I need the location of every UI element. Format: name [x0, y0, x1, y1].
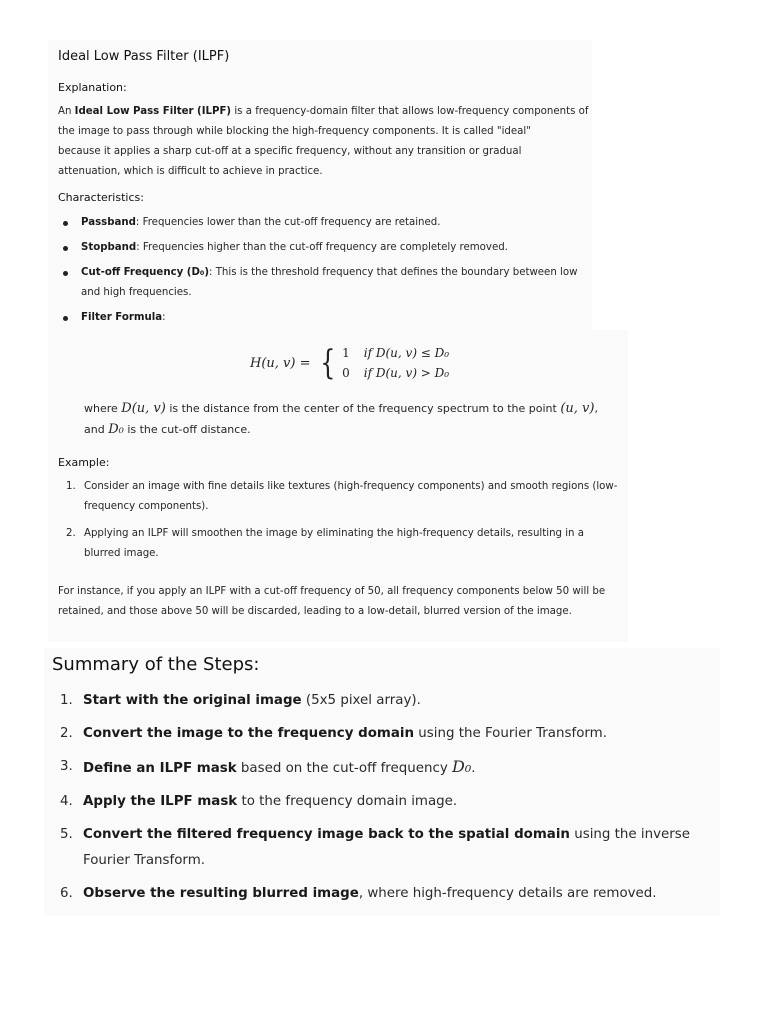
step-bold: Observe the resulting blurred image — [83, 886, 359, 901]
explanation-line-2: the image to pass through while blocking the high-frequency components. It is called "ideal" — [58, 126, 531, 137]
summary-title: Summary of the Steps: — [52, 654, 260, 675]
formula-case-1-condition: if D(u, v) ≤ D₀ — [363, 346, 450, 360]
step-number: 4. — [60, 794, 73, 809]
example-heading: Example: — [58, 456, 110, 469]
explanation-line-4: attenuation, which is difficult to achieve in practice. — [58, 166, 323, 177]
where-text-4: and — [84, 423, 109, 436]
step-text: using the inverse Fourier Transform. — [83, 827, 690, 868]
step-item — [60, 754, 725, 782]
where-text-1: where — [84, 402, 122, 415]
characteristic-item — [58, 238, 588, 258]
characteristic-term: Stopband — [81, 242, 137, 253]
characteristic-term: Filter Formula — [81, 312, 163, 323]
step-item — [60, 721, 725, 747]
step-number: 3. — [60, 759, 73, 774]
formula-case-2-condition: if D(u, v) > D₀ — [363, 366, 450, 380]
characteristics-list — [58, 213, 588, 333]
step-text: based on the cut-off frequency — [236, 761, 453, 776]
where-math-uv: (u, v) — [560, 401, 595, 416]
step-item — [60, 789, 725, 815]
characteristic-item — [58, 263, 588, 303]
explanation-heading: Explanation: — [58, 81, 127, 94]
formula-case-1-value: 1 — [342, 346, 350, 360]
explanation-term: Ideal Low Pass Filter (ILPF) — [74, 106, 232, 117]
formula-case-2 — [342, 363, 449, 383]
formula-explanation — [84, 398, 624, 440]
step-math: D₀ — [452, 757, 472, 776]
characteristic-term: Cut-off Frequency (D₀) — [81, 267, 210, 278]
example-text: Consider an image with fine details like textures (high-frequency components) and smooth regions (low-frequency components). — [84, 481, 618, 512]
where-text-2: is the distance from the center of the frequency spectrum to the point — [165, 402, 561, 415]
example-text: Applying an ILPF will smoothen the image by eliminating the high-frequency details, resulting in a blurred image. — [84, 528, 584, 559]
characteristic-desc: : This is the threshold frequency that defines the boundary between low and high frequencies. — [81, 267, 578, 298]
where-text-5: is the cut-off distance. — [123, 423, 251, 436]
example-item — [60, 524, 620, 564]
example-number: 2. — [66, 528, 76, 539]
step-item — [60, 688, 725, 714]
ilpf-title: Ideal Low Pass Filter (ILPF) — [58, 49, 230, 64]
example-number: 1. — [66, 481, 76, 492]
step-bold: Start with the original image — [83, 693, 302, 708]
step-text: to the frequency domain image. — [237, 794, 458, 809]
step-item — [60, 881, 725, 907]
where-math-d0: D₀ — [108, 422, 124, 437]
explanation-paragraph — [58, 102, 598, 182]
step-bold: Define an ILPF mask — [83, 761, 237, 776]
step-text: using the Fourier Transform. — [414, 726, 607, 741]
formula-lhs: H(u, v) = — [250, 355, 311, 371]
characteristic-item — [58, 308, 588, 328]
characteristic-desc: : Frequencies higher than the cut-off frequency are completely removed. — [136, 242, 508, 253]
step-text: (5x5 pixel array). — [301, 693, 421, 708]
step-number: 2. — [60, 726, 73, 741]
example-list — [60, 477, 620, 571]
step-number: 6. — [60, 886, 73, 901]
characteristic-item — [58, 213, 588, 233]
where-math-d: D(u, v) — [121, 401, 166, 416]
where-text-3: , — [594, 402, 598, 415]
step-number: 5. — [60, 827, 73, 842]
steps-list — [60, 688, 725, 914]
instance-paragraph: For instance, if you apply an ILPF with a cut-off frequency of 50, all frequency components below 50 will be retained, and those above 50 will be discarded, leading to a low-detail, blurred version of the image. — [58, 586, 606, 617]
step-bold: Convert the filtered frequency image back to the spatial domain — [83, 827, 570, 842]
formula-case-1 — [342, 343, 449, 363]
explanation-line-1: is a frequency-domain filter that allows low-frequency components of — [231, 106, 589, 117]
formula-case-2-value: 0 — [342, 366, 350, 380]
formula-cases — [342, 343, 449, 383]
characteristics-heading: Characteristics: — [58, 191, 144, 204]
step-item — [60, 822, 725, 874]
step-text: , where high-frequency details are removed. — [358, 886, 657, 901]
step-bold: Apply the ILPF mask — [83, 794, 238, 809]
formula-brace: { — [319, 343, 335, 383]
step-tail: . — [471, 761, 476, 776]
characteristic-desc: : Frequencies lower than the cut-off frequency are retained. — [135, 217, 441, 228]
step-bold: Convert the image to the frequency domain — [83, 726, 415, 741]
filter-formula — [250, 341, 449, 385]
explanation-line-3: because it applies a sharp cut-off at a specific frequency, without any transition or gradual — [58, 146, 522, 157]
step-number: 1. — [60, 693, 73, 708]
characteristic-desc: : — [162, 312, 166, 323]
characteristic-term: Passband — [81, 217, 136, 228]
example-item — [60, 477, 620, 517]
explanation-prefix: An — [58, 106, 75, 117]
